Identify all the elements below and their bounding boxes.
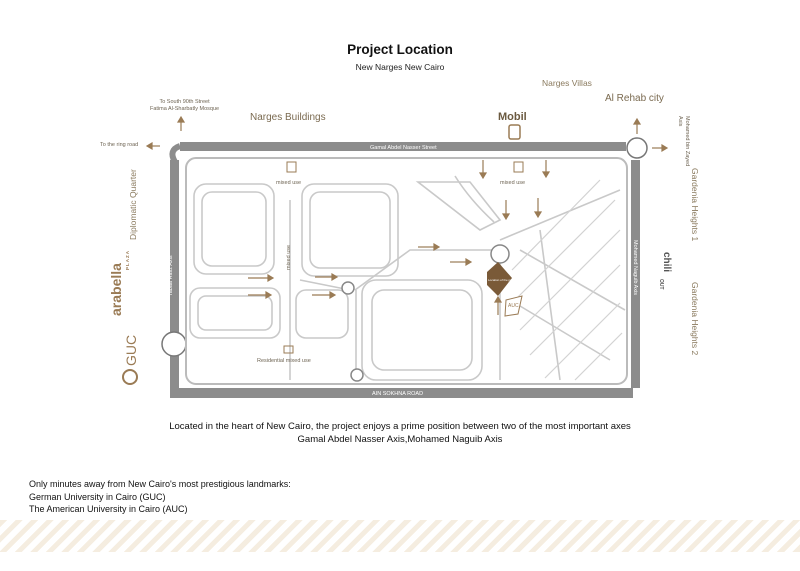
roundabout-ne [627, 138, 647, 158]
arabella-logo: arabella [108, 263, 124, 316]
mohamed-naguib-label: Mohamed Naguib Axis [632, 240, 638, 296]
east-blocks [512, 180, 622, 380]
gardenia-2-label: Gardenia Heights 2 [690, 282, 700, 356]
location-description [0, 420, 800, 446]
tabaa-hafiz-label: Tabaa Hafiz Axis [168, 255, 174, 296]
corner-road [172, 146, 180, 162]
narges-buildings-label: Narges Buildings [250, 112, 326, 123]
building-icon [284, 162, 526, 353]
chilli-logo: chili [661, 252, 672, 273]
south-90th-label: To South 90th Street Fatima Al-Sharbatly Mosque [150, 99, 220, 112]
gamal-street-label: Gamal Abdel Nasser Street [370, 145, 437, 151]
roundabout-small [342, 282, 354, 294]
mobil-label: Mobil [498, 111, 527, 123]
residential-mixed-label: Residential mixed use [257, 358, 311, 364]
page-subtitle: New Narges New Cairo [355, 62, 445, 72]
roundabout-center [491, 245, 509, 263]
landmark-item: The American University in Cairo (AUC) [29, 504, 188, 514]
diplomatic-quarter-label: Diplomatic Quarter [128, 169, 138, 240]
roundabout-south [351, 369, 363, 381]
ring-road-label: To the ring road [100, 142, 139, 148]
landmark-item: German University in Cairo (GUC) [29, 491, 166, 502]
page-title: Project Location [347, 42, 453, 57]
chilli-out-logo: OUT [658, 279, 664, 290]
landmarks-heading: Only minutes away from New Cairo's most prestigious landmarks: [29, 479, 291, 489]
ain-sokhna-label: AIN SOKHNA ROAD [372, 391, 424, 397]
narges-villas-label: Narges Villas [542, 78, 592, 88]
mixed-use-label-vertical: mixed use [286, 244, 292, 270]
mixed-use-label-top: mixed use [276, 180, 302, 186]
fuel-pump-icon [509, 125, 520, 139]
al-rehab-label: Al Rehab city [605, 93, 664, 104]
mohamed-bin-zayed-label: Mohamed bin Zayed Axis [677, 116, 690, 167]
landmarks-section [29, 478, 291, 516]
description-line-2: Gamal Abdel Nasser Axis,Mohamed Naguib Axis [297, 434, 503, 445]
plaza-logo: PLAZA [125, 250, 130, 270]
gardenia-1-label: Gardenia Heights 1 [690, 168, 700, 242]
project-marker-label: Location of the project [488, 278, 518, 282]
mixed-use-label-right: mixed use [500, 180, 526, 186]
guc-logo-icon [123, 370, 137, 384]
guc-logo: GUC [123, 334, 139, 366]
roundabout-w [162, 332, 186, 356]
decorative-stripe [0, 520, 800, 552]
auc-marker-label: AUC [508, 303, 519, 309]
description-line-1: Located in the heart of New Cairo, the project enjoys a prime position between two of the most important axes [169, 421, 631, 432]
